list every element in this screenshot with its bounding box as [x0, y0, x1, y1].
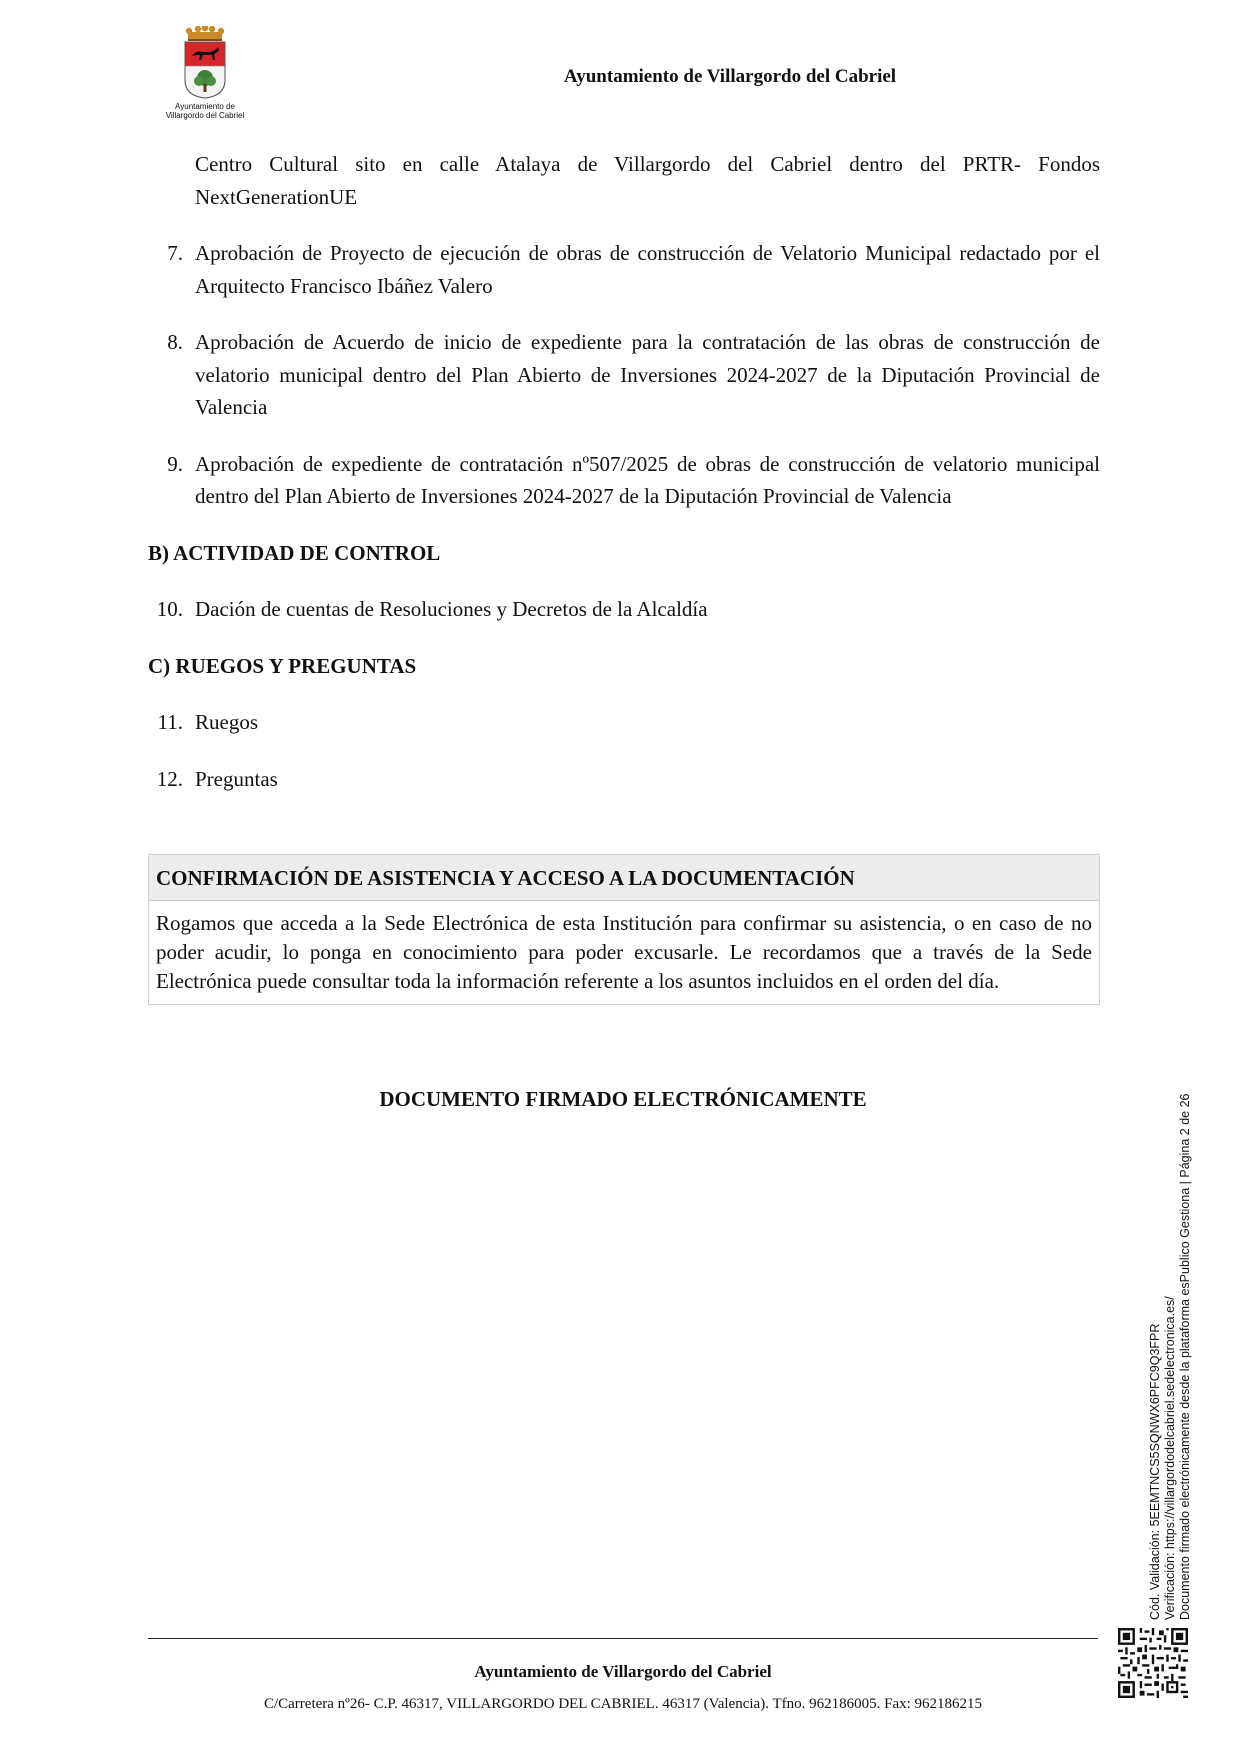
header-title: Ayuntamiento de Villargordo del Cabriel — [563, 66, 897, 87]
item-text: Aprobación de Proyecto de ejecución de obras de construcción de Velatorio Municipal redactado por el Arquitecto Francisco Ibáñez Valero — [195, 241, 1100, 298]
municipal-logo — [150, 26, 260, 120]
validation-side-text — [1148, 1094, 1193, 1620]
logo-caption: Ayuntamiento de Villargordo del Cabriel — [165, 102, 245, 120]
verification-url[interactable]: Verificación: https://villargordodelcabriel.sedelectronica.es/ — [1163, 1296, 1177, 1620]
item-number: 12. — [156, 766, 183, 791]
list-item — [148, 237, 1100, 302]
item-text: Aprobación de expediente de contratación nº507/2025 de obras de construcción de velatorio municipal dentro del Plan Abierto de Inversiones 2024-2027 de la Diputación Provincial de Valencia — [195, 451, 1100, 508]
footer-divider — [148, 1638, 1098, 1639]
agenda-content — [148, 148, 1100, 795]
item-number: 9. — [167, 451, 183, 476]
footer-title: Ayuntamiento de Villargordo del Cabriel — [474, 1662, 772, 1681]
item-text: Dación de cuentas de Resoluciones y Decretos de la Alcaldía — [195, 597, 708, 621]
list-item — [148, 763, 1100, 796]
item-number: 7. — [167, 241, 183, 265]
notice-title: CONFIRMACIÓN DE ASISTENCIA Y ACCESO A LA DOCUMENTACIÓN — [149, 855, 1099, 901]
list-item — [148, 326, 1100, 424]
list-item — [148, 593, 1100, 626]
item-number: 10. — [156, 597, 183, 621]
item-text: Preguntas — [195, 766, 278, 791]
coat-of-arms-icon — [180, 26, 230, 100]
validation-code: Cód. Validación: 5EEMTNCS5SQNWX6PFC9Q3FPR — [1148, 1323, 1162, 1620]
signed-statement: DOCUMENTO FIRMADO ELECTRÓNICAMENTE — [379, 1087, 867, 1111]
notice-body: Rogamos que acceda a la Sede Electrónica de esta Institución para confirmar su asistencia, o en caso de no poder acudir, lo ponga en conocimiento para poder excusarle. Le recordamos que a través de la Sede Electrónica puede consultar toda la información referente a los asuntos incluidos en el orden del día. — [156, 911, 1092, 993]
item-text: Aprobación de Acuerdo de inicio de expediente para la contratación de las obras de construcción de velatorio municipal dentro del Plan Abierto de Inversiones 2024-2027 de la Diputación Provincial de Valencia — [195, 330, 1100, 419]
list-item — [148, 706, 1100, 739]
section-title-control: B) ACTIVIDAD DE CONTROL — [148, 540, 441, 565]
platform-page-info: Documento firmado electrónicamente desde la plataforma esPublico Gestiona | Página 2 de 26 — [1178, 1093, 1192, 1620]
item-number: 8. — [167, 330, 183, 354]
attendance-notice-box — [148, 854, 1100, 1005]
footer-address: C/Carretera nº26- C.P. 46317, VILLARGORDO DEL CABRIEL. 46317 (Valencia). Tfno. 962186005. Fax: 962186215 — [263, 1696, 983, 1712]
list-item — [148, 448, 1100, 513]
section-title-ruegos: C) RUEGOS Y PREGUNTAS — [148, 653, 417, 678]
item-text: Ruegos — [195, 710, 258, 734]
continuation-paragraph: Centro Cultural sito en calle Atalaya de Villargordo del Cabriel dentro del PRTR- Fondos NextGenerationUE — [195, 152, 1100, 209]
qr-code-icon — [1118, 1628, 1188, 1698]
item-number: 11. — [157, 710, 183, 734]
